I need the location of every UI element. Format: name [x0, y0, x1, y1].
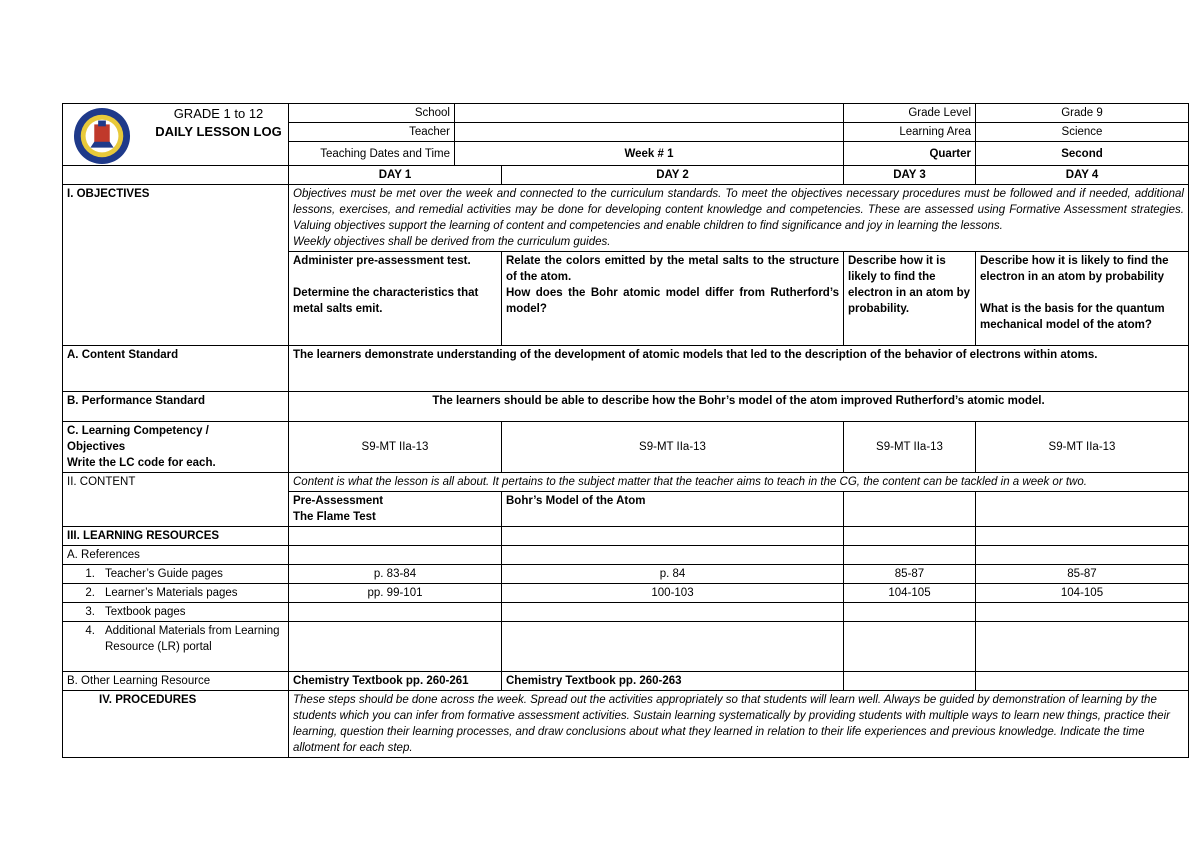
procedures-note: These steps should be done across the week. Spread out the activities appropriately so that students will learn well. Always be guided by demonstration of learning by the students which you can infer from formative assessment activities. Sustain learning systematically by providing students with multiple ways to learn new things, practice their learning, question their learning processes, and draw conclusions about what they learned in relation to their life experiences and previous knowledge. Indicate the time allotment for each step. — [289, 691, 1189, 758]
objective-day1-a: Administer pre-assessment test. — [293, 255, 471, 267]
lm-day-1: pp. 99-101 — [289, 584, 502, 603]
day-4-header: DAY 4 — [976, 166, 1189, 185]
grade-level-value: Grade 9 — [976, 104, 1189, 123]
content-standard-label: A. Content Standard — [63, 346, 289, 392]
daily-lesson-log — [62, 103, 1184, 758]
content-day1-line2: The Flame Test — [293, 511, 376, 523]
content-day1-line1: Pre-Assessment — [293, 495, 384, 507]
lm-day-3: 104-105 — [844, 584, 976, 603]
lc-code-day-3: S9-MT IIa-13 — [844, 422, 976, 473]
day-1-header: DAY 1 — [289, 166, 502, 185]
quarter-value: Second — [976, 142, 1189, 166]
tg-pages-label — [63, 565, 289, 584]
am-label: Additional Materials from Learning Resource (LR) portal — [105, 625, 280, 653]
objective-day1-b: Determine the characteristics that metal salts emit. — [293, 287, 479, 315]
lm-label: Learner’s Materials pages — [105, 587, 238, 599]
objective-day4-a: Describe how it is likely to find the electron in an atom by probability — [980, 255, 1169, 283]
content-note: Content is what the lesson is all about. It pertains to the subject matter that the teacher aims to teach in the CG, the content can be tackled in a week or two. — [289, 473, 1189, 492]
lm-day-4: 104-105 — [976, 584, 1189, 603]
competency-label-line2: Objectives — [67, 441, 126, 453]
dates-label: Teaching Dates and Time — [289, 142, 455, 166]
objective-day4-b: What is the basis for the quantum mechanical model of the atom? — [980, 303, 1165, 331]
objectives-weekly-note: Weekly objectives shall be derived from the curriculum guides. — [293, 236, 611, 248]
references-label: A. References — [63, 546, 289, 565]
objectives-day-1 — [289, 252, 502, 346]
am-num: 4. — [85, 625, 95, 637]
grade-level-label: Grade Level — [844, 104, 976, 123]
content-label: II. CONTENT — [63, 473, 289, 527]
quarter-label: Quarter — [844, 142, 976, 166]
dates-value: Week # 1 — [455, 142, 844, 166]
day-2-header: DAY 2 — [502, 166, 844, 185]
objectives-day-4 — [976, 252, 1189, 346]
tb-label: Textbook pages — [105, 606, 186, 618]
objectives-note — [289, 185, 1189, 252]
day-header-blank — [63, 166, 289, 185]
procedures-label: IV. PROCEDURES — [63, 691, 289, 758]
objective-day2-b: How does the Bohr atomic model differ from Rutherford’s model? — [506, 287, 839, 315]
content-day-4 — [976, 492, 1189, 527]
tg-label: Teacher’s Guide pages — [105, 568, 223, 580]
other-resource-label: B. Other Learning Resource — [63, 672, 289, 691]
learning-resources-label: III. LEARNING RESOURCES — [63, 527, 289, 546]
header-title-cell — [63, 104, 289, 166]
objectives-day-2 — [502, 252, 844, 346]
additional-materials-label — [63, 622, 289, 672]
day-3-header: DAY 3 — [844, 166, 976, 185]
competency-label-line3: Write the LC code for each. — [67, 457, 216, 469]
form-title-dll: DAILY LESSON LOG — [155, 124, 282, 139]
content-day-3 — [844, 492, 976, 527]
other-resource-day-2: Chemistry Textbook pp. 260-263 — [502, 672, 844, 691]
objectives-label: I. OBJECTIVES — [63, 185, 289, 346]
lesson-log-table — [62, 103, 1189, 758]
performance-standard-text: The learners should be able to describe how the Bohr’s model of the atom improved Rutherford’s atomic model. — [289, 392, 1189, 422]
performance-standard-label: B. Performance Standard — [63, 392, 289, 422]
other-resource-day-1: Chemistry Textbook pp. 260-261 — [289, 672, 502, 691]
lc-code-day-2: S9-MT IIa-13 — [502, 422, 844, 473]
tg-day-2: p. 84 — [502, 565, 844, 584]
lm-pages-label — [63, 584, 289, 603]
objectives-intro: Objectives must be met over the week and connected to the curriculum standards. To meet the objectives necessary procedures must be followed and if needed, additional lessons, exercises, and remedial activities may be done for developing content knowledge and competencies. These are assessed using Formative Assessment strategies. Valuing objectives support the learning of content and competencies and enable children to find significance and joy in learning the lessons. — [293, 188, 1184, 232]
tg-num: 1. — [85, 568, 95, 580]
school-field[interactable] — [455, 104, 844, 123]
lc-code-day-1: S9-MT IIa-13 — [289, 422, 502, 473]
textbook-pages-label — [63, 603, 289, 622]
tg-day-1: p. 83-84 — [289, 565, 502, 584]
content-day-1 — [289, 492, 502, 527]
learning-area-label: Learning Area — [844, 123, 976, 142]
lm-num: 2. — [85, 587, 95, 599]
tg-day-3: 85-87 — [844, 565, 976, 584]
learning-area-value: Science — [976, 123, 1189, 142]
objective-day3-a: Describe how it is likely to find the electron in an atom by probability. — [848, 255, 971, 315]
teacher-field[interactable] — [455, 123, 844, 142]
content-standard-text: The learners demonstrate understanding of the development of atomic models that led to the description of the behavior of electrons within atoms. — [289, 346, 1189, 392]
form-title-grade: GRADE 1 to 12 — [173, 106, 264, 121]
lc-code-day-4: S9-MT IIa-13 — [976, 422, 1189, 473]
lm-day-2: 100-103 — [502, 584, 844, 603]
school-label: School — [289, 104, 455, 123]
tg-day-4: 85-87 — [976, 565, 1189, 584]
content-day2-line1: Bohr’s Model of the Atom — [506, 495, 646, 507]
content-day-2 — [502, 492, 844, 527]
deped-seal-icon — [73, 107, 131, 165]
competency-label — [63, 422, 289, 473]
objective-day2-a: Relate the colors emitted by the metal salts to the structure of the atom. — [506, 255, 839, 283]
objectives-day-3 — [844, 252, 976, 346]
teacher-label: Teacher — [289, 123, 455, 142]
tb-num: 3. — [85, 606, 95, 618]
competency-label-line1: C. Learning Competency / — [67, 425, 209, 437]
